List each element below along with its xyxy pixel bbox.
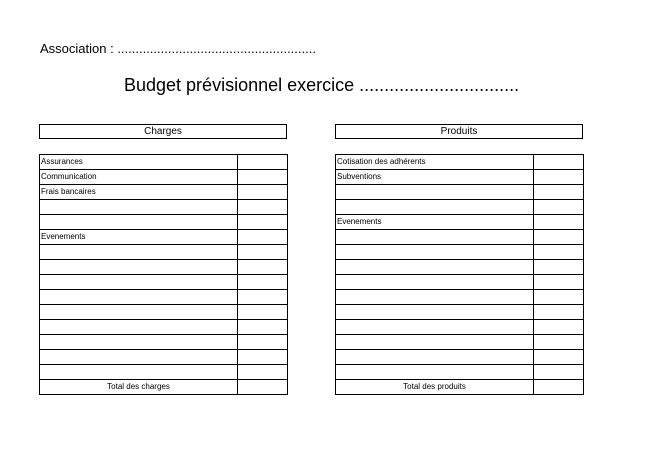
- charges-row: [40, 215, 288, 230]
- charges-row: [40, 305, 288, 320]
- produits-row: [336, 320, 584, 335]
- charges-rows: [40, 155, 288, 395]
- charges-row-label: [40, 245, 238, 260]
- charges-total-row: [40, 380, 288, 395]
- produits-row: [336, 275, 584, 290]
- charges-row-amount[interactable]: [238, 200, 288, 215]
- charges-row-amount[interactable]: [238, 350, 288, 365]
- produits-row-amount[interactable]: [534, 215, 584, 230]
- produits-row-label: [336, 275, 534, 290]
- produits-row: [336, 335, 584, 350]
- produits-row-amount[interactable]: [534, 275, 584, 290]
- charges-total-label: Total des charges: [40, 380, 238, 395]
- charges-row-amount[interactable]: [238, 215, 288, 230]
- charges-row-amount[interactable]: [238, 260, 288, 275]
- produits-row: [336, 365, 584, 380]
- produits-row-amount[interactable]: [534, 260, 584, 275]
- produits-row: [336, 230, 584, 245]
- charges-row: [40, 230, 288, 245]
- produits-row-label: [336, 290, 534, 305]
- charges-row-label: Communication: [40, 170, 238, 185]
- produits-row-label: [336, 305, 534, 320]
- produits-rows: [336, 155, 584, 395]
- produits-row: [336, 290, 584, 305]
- produits-row: [336, 305, 584, 320]
- produits-row-amount[interactable]: [534, 290, 584, 305]
- page-title: Budget prévisionnel exercice ................................: [124, 75, 520, 95]
- produits-row-amount[interactable]: [534, 245, 584, 260]
- charges-row-label: [40, 260, 238, 275]
- produits-row-label: Cotisation des adhérents: [336, 155, 534, 170]
- charges-row: [40, 185, 288, 200]
- charges-row-amount[interactable]: [238, 185, 288, 200]
- produits-total-row: [336, 380, 584, 395]
- produits-row-amount[interactable]: [534, 335, 584, 350]
- charges-row-amount[interactable]: [238, 170, 288, 185]
- charges-row-label: [40, 290, 238, 305]
- produits-row: [336, 260, 584, 275]
- produits-row-label: [336, 350, 534, 365]
- produits-row: [336, 185, 584, 200]
- produits-row-amount[interactable]: [534, 305, 584, 320]
- produits-row-amount[interactable]: [534, 350, 584, 365]
- charges-row-label: [40, 320, 238, 335]
- produits-row: [336, 155, 584, 170]
- produits-row: [336, 200, 584, 215]
- produits-row-label: [336, 335, 534, 350]
- produits-row-amount[interactable]: [534, 155, 584, 170]
- produits-total-label: Total des produits: [336, 380, 534, 395]
- charges-row: [40, 275, 288, 290]
- charges-row-label: Frais bancaires: [40, 185, 238, 200]
- produits-heading: Produits: [335, 124, 583, 139]
- charges-heading: Charges: [39, 124, 287, 139]
- charges-table: [39, 154, 288, 395]
- produits-row: [336, 350, 584, 365]
- produits-row: [336, 215, 584, 230]
- association-line: Association : .......................................................: [40, 41, 316, 56]
- charges-row-label: [40, 335, 238, 350]
- produits-row-label: [336, 230, 534, 245]
- charges-row-amount[interactable]: [238, 320, 288, 335]
- produits-row-amount[interactable]: [534, 185, 584, 200]
- produits-row-amount[interactable]: [534, 365, 584, 380]
- charges-row: [40, 260, 288, 275]
- produits-row-amount[interactable]: [534, 170, 584, 185]
- produits-row-amount[interactable]: [534, 320, 584, 335]
- charges-row: [40, 245, 288, 260]
- charges-row-amount[interactable]: [238, 290, 288, 305]
- charges-row-amount[interactable]: [238, 155, 288, 170]
- charges-row-amount[interactable]: [238, 245, 288, 260]
- charges-row-label: Assurances: [40, 155, 238, 170]
- charges-row: [40, 155, 288, 170]
- produits-row-label: [336, 200, 534, 215]
- charges-row-amount[interactable]: [238, 335, 288, 350]
- charges-row-label: [40, 305, 238, 320]
- charges-row: [40, 350, 288, 365]
- charges-row-label: [40, 200, 238, 215]
- charges-row-amount[interactable]: [238, 305, 288, 320]
- charges-row: [40, 365, 288, 380]
- charges-row: [40, 170, 288, 185]
- charges-row-amount[interactable]: [238, 230, 288, 245]
- produits-row-label: Evenements: [336, 215, 534, 230]
- charges-row-label: [40, 365, 238, 380]
- charges-row-label: [40, 275, 238, 290]
- charges-row: [40, 320, 288, 335]
- charges-total-amount[interactable]: [238, 380, 288, 395]
- produits-total-amount[interactable]: [534, 380, 584, 395]
- charges-row: [40, 290, 288, 305]
- charges-row-label: [40, 215, 238, 230]
- charges-row: [40, 200, 288, 215]
- charges-row-amount[interactable]: [238, 365, 288, 380]
- produits-row-label: [336, 320, 534, 335]
- produits-row: [336, 245, 584, 260]
- produits-row-label: [336, 245, 534, 260]
- charges-row: [40, 335, 288, 350]
- produits-row-amount[interactable]: [534, 200, 584, 215]
- produits-table: [335, 154, 584, 395]
- produits-row: [336, 170, 584, 185]
- charges-row-label: Evenements: [40, 230, 238, 245]
- produits-row-label: [336, 260, 534, 275]
- produits-row-amount[interactable]: [534, 230, 584, 245]
- charges-row-label: [40, 350, 238, 365]
- produits-row-label: [336, 365, 534, 380]
- produits-row-label: [336, 185, 534, 200]
- produits-row-label: Subventions: [336, 170, 534, 185]
- charges-row-amount[interactable]: [238, 275, 288, 290]
